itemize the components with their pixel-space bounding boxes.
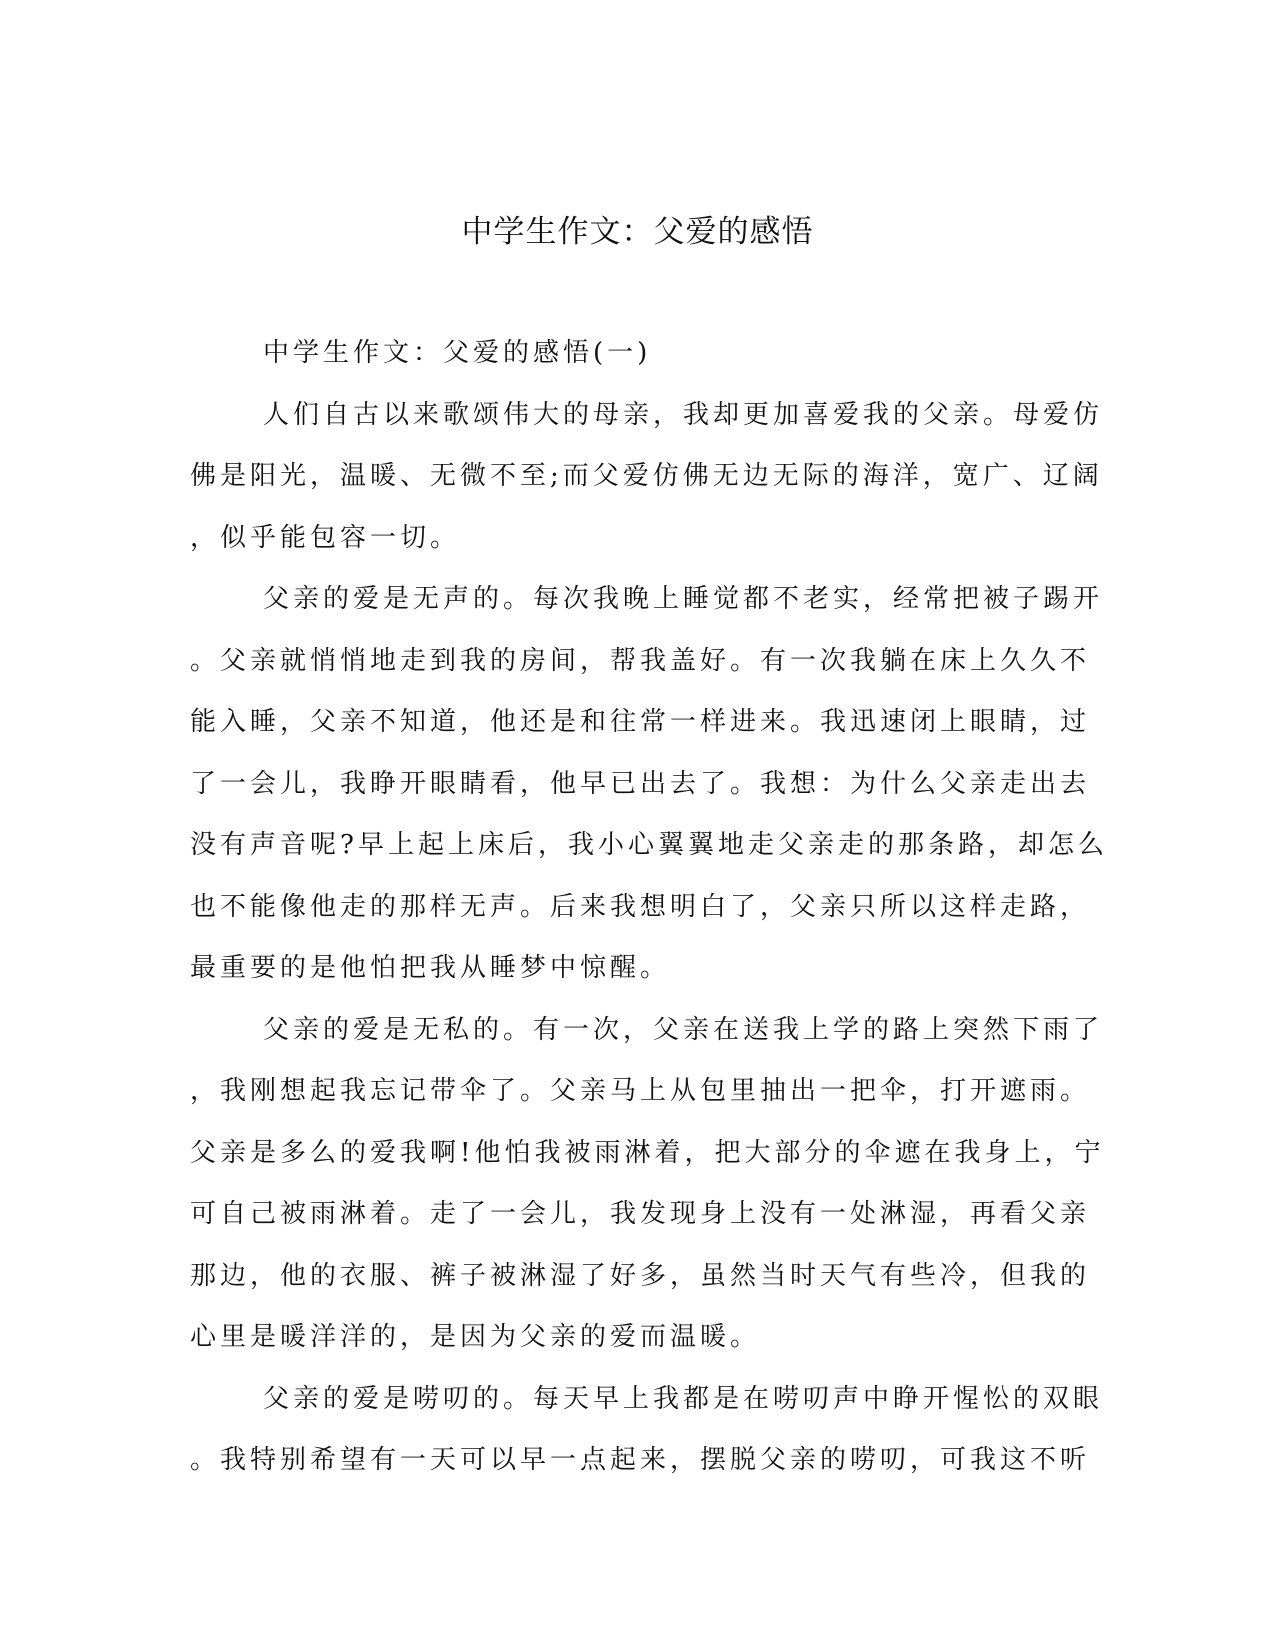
document-body <box>190 323 1108 1492</box>
text-line: 可自己被雨淋着。走了一会儿，我发现身上没有一处淋湿，再看父亲 <box>190 1199 1091 1229</box>
document-title: 中学生作文：父爱的感悟 <box>461 214 814 250</box>
text-line: 能入睡，父亲不知道，他还是和往常一样进来。我迅速闭上眼睛，过 <box>190 707 1091 737</box>
text-line: 那边，他的衣服、裤子被淋湿了好多，虽然当时天气有些冷，但我的 <box>190 1260 1091 1291</box>
text-line: ，我刚想起我忘记带伞了。父亲马上从包里抽出一把伞，打开遮雨。 <box>190 1076 1091 1106</box>
text-line: 心里是暖洋洋的，是因为父亲的爱而温暖。 <box>190 1322 761 1352</box>
text-line: 人们自古以来歌颂伟大的母亲，我却更加喜爱我的父亲。母爱仿 <box>263 399 1104 430</box>
text-line: 父亲是多么的爱我啊!他怕我被雨淋着，把大部分的伞遮在我身上，宁 <box>190 1137 1105 1168</box>
text-line: 父亲的爱是唠叨的。每天早上我都是在唠叨声中睁开惺忪的双眼 <box>263 1383 1104 1414</box>
text-line: 了一会儿，我睁开眼睛看，他早已出去了。我想：为什么父亲走出去 <box>190 768 1091 799</box>
text-line: 中学生作文：父爱的感悟(一) <box>263 338 652 368</box>
text-line: 。我特别希望有一天可以早一点起来，摆脱父亲的唠叨，可我这不听 <box>190 1445 1091 1475</box>
text-line: 佛是阳光，温暖、无微不至;而父爱仿佛无边无际的海洋，宽广、辽阔 <box>190 461 1103 491</box>
text-line: 。父亲就悄悄地走到我的房间，帮我盖好。有一次我躺在床上久久不 <box>190 645 1091 676</box>
text-line: ，似乎能包容一切。 <box>190 522 461 553</box>
text-line: 最重要的是他怕把我从睡梦中惊醒。 <box>190 953 671 983</box>
text-line: 也不能像他走的那样无声。后来我想明白了，父亲只所以这样走路， <box>190 891 1091 922</box>
text-line: 没有声音呢?早上起上床后，我小心翼翼地走父亲走的那条路，却怎么 <box>190 830 1108 860</box>
text-line: 父亲的爱是无私的。有一次，父亲在送我上学的路上突然下雨了 <box>263 1014 1104 1045</box>
text-line: 父亲的爱是无声的。每次我晚上睡觉都不老实，经常把被子踢开 <box>263 584 1104 614</box>
